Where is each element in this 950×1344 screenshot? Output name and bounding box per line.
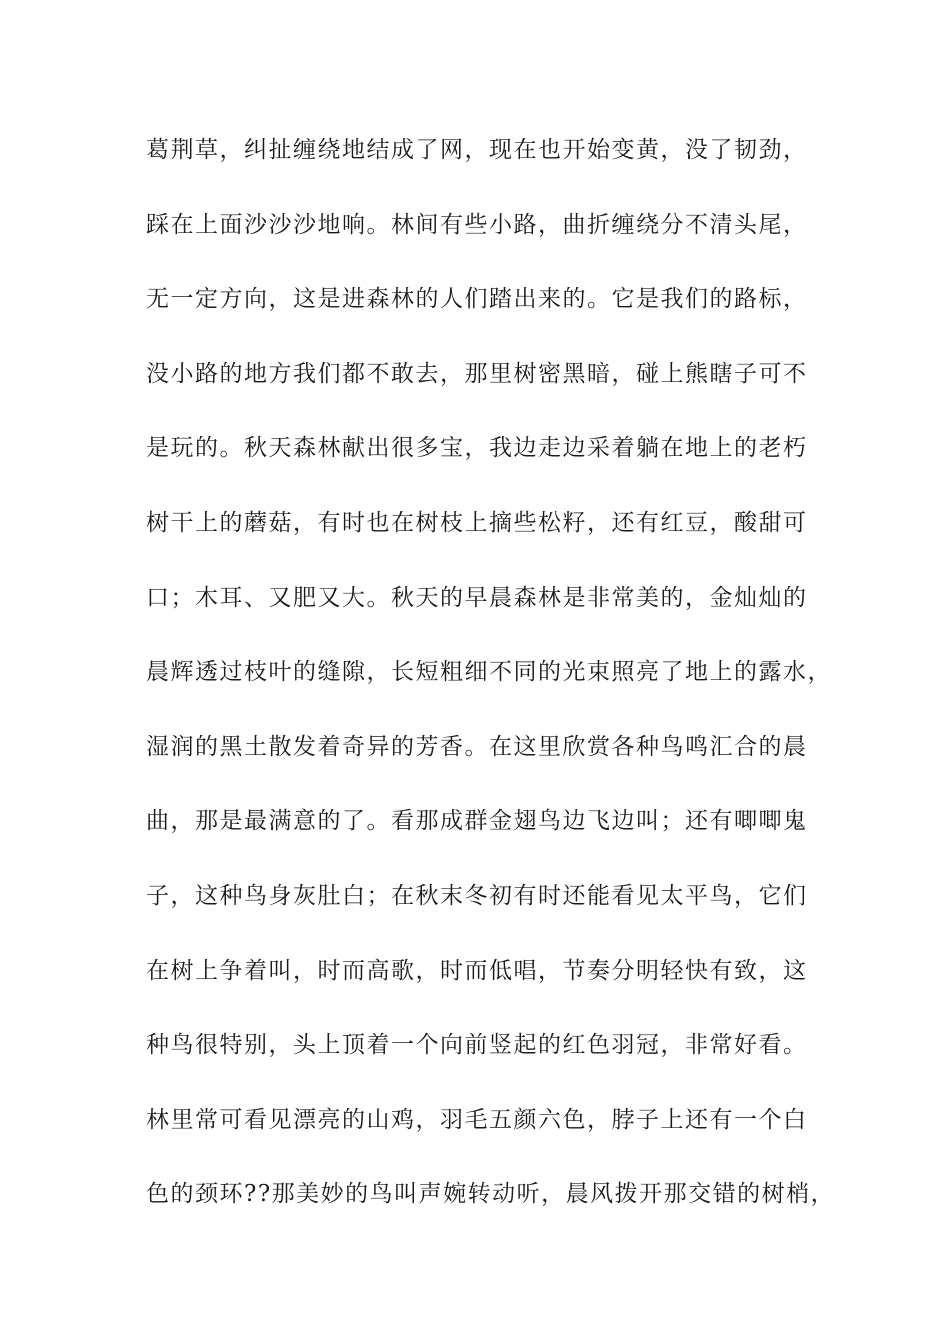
text-line: 没小路的地方我们都不敢去，那里树密黑暗，碰上熊瞎子可不 [146, 360, 808, 387]
body-text [146, 130, 836, 1249]
text-line: 色的颈环??那美妙的鸟叫声婉转动听，晨风拨开那交错的树梢， [146, 1181, 836, 1208]
text-line: 晨辉透过枝叶的缝隙，长短粗细不同的光束照亮了地上的露水， [146, 659, 832, 686]
text-line: 在树上争着叫，时而高歌，时而低唱，节奏分明轻快有致，这 [146, 957, 808, 984]
text-line: 湿润的黑土散发着奇异的芳香。在这里欣赏各种鸟鸣汇合的晨 [146, 733, 808, 760]
text-line: 子，这种鸟身灰肚白；在秋末冬初有时还能看见太平鸟，它们 [146, 882, 808, 909]
text-line: 林里常可看见漂亮的山鸡，羽毛五颜六色，脖子上还有一个白 [146, 1106, 808, 1133]
text-line: 口；木耳、又肥又大。秋天的早晨森林是非常美的，金灿灿的 [146, 584, 808, 611]
text-line: 是玩的。秋天森林献出很多宝，我边走边采着躺在地上的老朽 [146, 435, 808, 462]
text-line: 曲，那是最满意的了。看那成群金翅鸟边飞边叫；还有唧唧鬼 [146, 808, 808, 835]
text-line: 树干上的蘑菇，有时也在树枝上摘些松籽，还有红豆，酸甜可 [146, 509, 808, 536]
text-line: 无一定方向，这是进森林的人们踏出来的。它是我们的路标， [146, 286, 808, 313]
text-line: 葛荆草，纠扯缠绕地结成了网，现在也开始变黄，没了韧劲， [146, 137, 808, 163]
text-line: 种鸟很特别，头上顶着一个向前竖起的红色羽冠，非常好看。 [146, 1032, 808, 1059]
text-line: 踩在上面沙沙沙地响。林间有些小路，曲折缠绕分不清头尾， [146, 211, 808, 238]
